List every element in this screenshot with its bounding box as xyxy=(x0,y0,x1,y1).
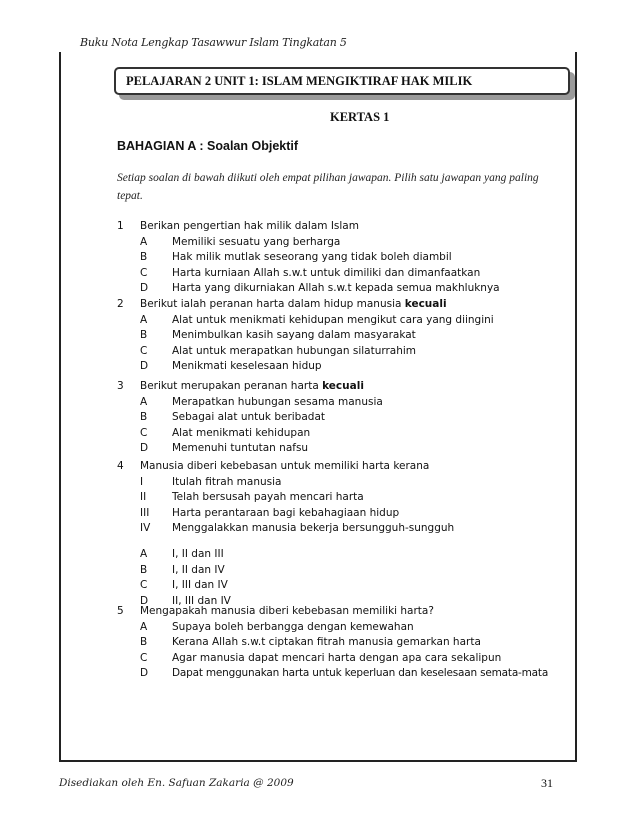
option-b: B Sebagai alat untuk beribadat xyxy=(140,411,325,424)
option-c: C Alat menikmati kehidupan xyxy=(140,426,311,439)
question-5 xyxy=(117,604,567,682)
option-a: A Supaya boleh berbangga dengan kemewahan xyxy=(140,620,414,633)
question-text: Berikut merupakan peranan harta kecuali xyxy=(140,380,364,392)
statement-iii: III Harta perantaraan bagi kebahagiaan hidup xyxy=(140,506,400,519)
option-a: A Memiliki sesuatu yang berharga xyxy=(140,235,341,248)
question-3 xyxy=(117,379,567,457)
option-c: C Harta kurniaan Allah s.w.t untuk dimiliki dan dimanfaatkan xyxy=(140,266,481,279)
question-4 xyxy=(117,459,567,609)
option-b: B Hak milik mutlak seseorang yang tidak boleh diambil xyxy=(140,251,452,264)
question-number: 5 xyxy=(117,605,124,617)
question-number: 3 xyxy=(117,380,124,392)
option-d: D Memenuhi tuntutan nafsu xyxy=(140,442,309,455)
paper-label: KERTAS 1 xyxy=(330,110,390,124)
option-d: D II, III dan IV xyxy=(140,594,231,607)
question-number: 4 xyxy=(117,460,124,472)
question-number: 1 xyxy=(117,220,124,232)
option-c: C Agar manusia dapat mencari harta dengan apa cara sekalipun xyxy=(140,651,502,664)
option-a: A Alat untuk menikmati kehidupan mengikut cara yang diingini xyxy=(140,313,494,326)
keyword: kecuali xyxy=(404,298,447,310)
instructions: Setiap soalan di bawah diikuti oleh empat pilihan jawapan. Pilih satu jawapan yang paling tepat. xyxy=(117,172,539,202)
question-text: Berikut ialah peranan harta dalam hidup manusia kecuali xyxy=(140,298,447,310)
question-number: 2 xyxy=(117,298,124,310)
statement-i: I Itulah fitrah manusia xyxy=(140,475,282,488)
option-d: D Dapat menggunakan harta untuk keperluan dan keselesaan semata-mata xyxy=(140,667,549,680)
question-text: Mengapakah manusia diberi kebebasan memiliki harta? xyxy=(140,605,434,617)
option-a: A Merapatkan hubungan sesama manusia xyxy=(140,395,383,408)
option-c: C Alat untuk merapatkan hubungan silaturrahim xyxy=(140,344,417,357)
option-b: B Kerana Allah s.w.t ciptakan fitrah manusia gemarkan harta xyxy=(140,636,481,649)
statement-iv: IV Menggalakkan manusia bekerja bersungguh-sungguh xyxy=(140,522,455,535)
lesson-title: PELAJARAN 2 UNIT 1: ISLAM MENGIKTIRAF HAK MILIK xyxy=(126,74,473,88)
footer-credit: Disediakan oleh En. Safuan Zakaria @ 2009 xyxy=(59,777,294,789)
option-b: B Menimbulkan kasih sayang dalam masyarakat xyxy=(140,329,416,342)
title-box xyxy=(114,67,570,95)
page-number: 31 xyxy=(541,776,553,790)
question-text: Berikan pengertian hak milik dalam Islam xyxy=(140,220,359,232)
option-d: D Menikmati keselesaan hidup xyxy=(140,360,322,373)
option-a: A I, II dan III xyxy=(140,547,224,560)
question-1 xyxy=(117,219,567,297)
statement-ii: II Telah bersusah payah mencari harta xyxy=(140,491,364,504)
option-c: C I, III dan IV xyxy=(140,579,228,592)
question-text: Manusia diberi kebebasan untuk memiliki harta kerana xyxy=(140,460,430,472)
running-header: Buku Nota Lengkap Tasawwur Islam Tingkatan 5 xyxy=(80,36,347,49)
keyword: kecuali xyxy=(322,380,364,392)
section-heading: BAHAGIAN A : Soalan Objektif xyxy=(117,139,299,153)
option-d: D Harta yang dikurniakan Allah s.w.t kepada semua makhluknya xyxy=(140,282,500,295)
question-2 xyxy=(117,297,567,375)
option-b: B I, II dan IV xyxy=(140,563,225,576)
